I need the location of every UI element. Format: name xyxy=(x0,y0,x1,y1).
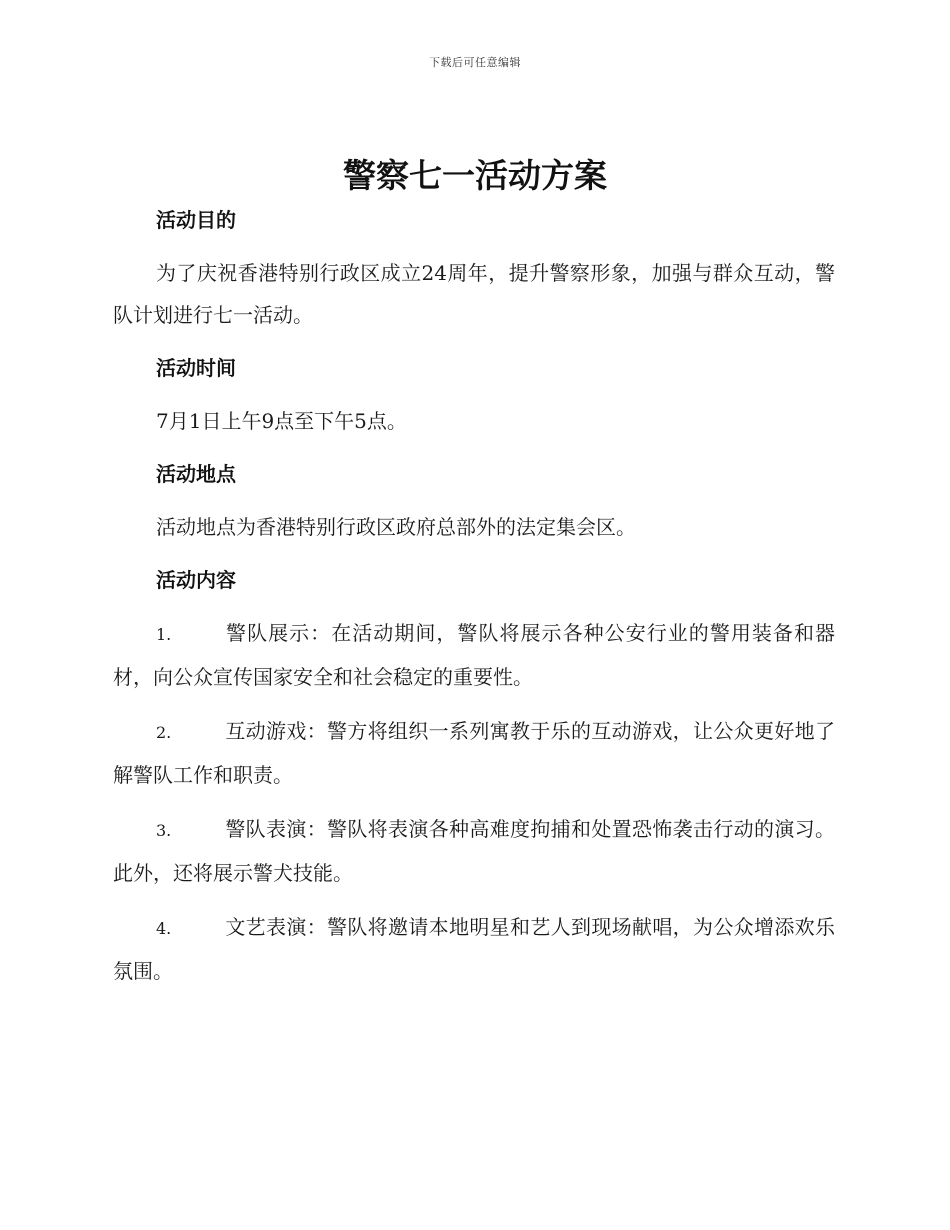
section-heading-time: 活动时间 xyxy=(156,356,236,380)
list-item-text: 文艺表演：警队将邀请本地明星和艺人到现场献唱，为公众增添欢乐氛围。 xyxy=(113,915,835,983)
paragraph-location: 活动地点为香港特别行政区政府总部外的法定集会区。 xyxy=(156,515,636,539)
section-heading-purpose: 活动目的 xyxy=(156,208,236,232)
list-item xyxy=(113,808,835,894)
paragraph-time: 7月1日上午9点至下午5点。 xyxy=(156,409,407,433)
section-heading-location: 活动地点 xyxy=(156,462,236,486)
header-note: 下载后可任意编辑 xyxy=(429,56,521,69)
section-heading-content: 活动内容 xyxy=(156,568,236,592)
list-item-number: 3. xyxy=(156,821,172,840)
list-item xyxy=(113,612,835,698)
list-item-text: 警队表演：警队将表演各种高难度拘捕和处置恐怖袭击行动的演习。此外，还将展示警犬技能。 xyxy=(113,817,835,885)
list-item-number: 4. xyxy=(156,919,172,938)
list-item xyxy=(113,710,835,796)
list-item-number: 1. xyxy=(156,625,172,644)
list-item xyxy=(113,906,835,992)
list-item-number: 2. xyxy=(156,723,172,742)
list-item-text: 警队展示：在活动期间，警队将展示各种公安行业的警用装备和器材，向公众宣传国家安全和社会稳定的重要性。 xyxy=(113,621,835,689)
paragraph-purpose: 为了庆祝香港特别行政区成立24周年，提升警察形象，加强与群众互动，警队计划进行七一活动。 xyxy=(113,261,835,327)
list-item-text: 互动游戏：警方将组织一系列寓教于乐的互动游戏，让公众更好地了解警队工作和职责。 xyxy=(113,719,835,787)
document-body xyxy=(113,200,835,1004)
document-title: 警察七一活动方案 xyxy=(343,156,607,195)
